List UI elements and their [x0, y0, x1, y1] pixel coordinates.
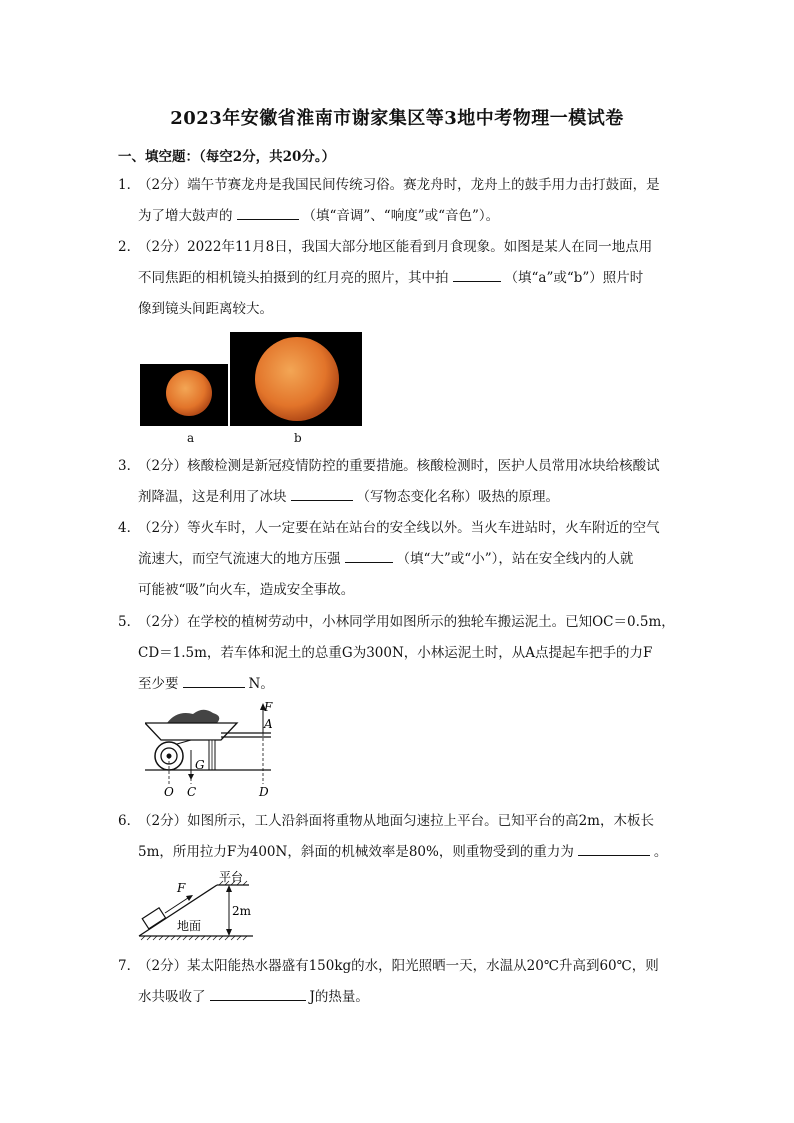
answer-blank[interactable]: [578, 839, 650, 856]
question-number: 1．: [118, 177, 141, 193]
question-1: [118, 170, 678, 232]
question-text: 水共吸收了: [138, 989, 206, 1005]
question-6: [118, 806, 678, 868]
answer-blank[interactable]: [237, 203, 299, 220]
label-ground: 地面: [177, 919, 202, 933]
question-text: N。: [248, 676, 274, 692]
moon-photos-figure: [140, 332, 364, 426]
question-4: [118, 513, 678, 606]
height-arrowhead-top: [226, 885, 232, 892]
label-F: F: [264, 700, 273, 714]
question-text: 。: [653, 844, 668, 860]
question-text: 5m，所用拉力F为400N，斜面的机械效率是80%，则重物受到的重力为: [138, 844, 574, 860]
question-text: 至少要: [138, 676, 179, 692]
question-7: [118, 951, 678, 1013]
question-text: （2分）端午节赛龙舟是我国民间传统习俗。赛龙舟时，龙舟上的鼓手用力击打鼓面，是: [138, 177, 660, 193]
answer-blank[interactable]: [345, 546, 393, 563]
question-text: （2分）等火车时，人一定要在站在站台的安全线以外。当火车进站时，火车附近的空气: [138, 520, 660, 536]
answer-blank[interactable]: [183, 671, 245, 688]
label-O: O: [164, 785, 174, 799]
question-number: 6．: [118, 813, 141, 829]
moon-a: [166, 370, 212, 416]
label-C: C: [187, 785, 197, 799]
question-3: [118, 451, 678, 513]
question-text: （填“a”或“b”）照片时: [504, 270, 644, 286]
question-text: （2分）如图所示，工人沿斜面将重物从地面匀速拉上平台。已知平台的高2m，木板长: [138, 813, 654, 829]
question-number: 7．: [118, 958, 141, 974]
question-text: 可能被“吸”向火车，造成安全事故。: [138, 582, 355, 598]
answer-blank[interactable]: [291, 484, 353, 501]
question-number: 3．: [118, 458, 141, 474]
question-text: （填“大”或“小”），站在安全线内的人就: [396, 551, 634, 567]
question-text: （2分）在学校的植树劳动中，小林同学用如图所示的独轮车搬运泥土。已知OC＝0.5m，: [138, 614, 675, 630]
label-F: F: [177, 881, 186, 895]
question-text: 剂降温，这是利用了冰块: [138, 489, 287, 505]
question-text: （填“音调”、“响度”或“音色”）。: [302, 208, 500, 224]
answer-blank[interactable]: [210, 984, 306, 1001]
question-number: 2．: [118, 239, 141, 255]
question-text: （写物态变化名称）吸热的原理。: [356, 489, 559, 505]
incline-figure: [137, 870, 267, 946]
section-heading: 一、填空题：（每空2分，共20分。）: [118, 149, 336, 165]
label-platform: 平台: [219, 870, 244, 884]
soil-pile: [167, 710, 219, 723]
label-A: A: [264, 717, 273, 731]
question-number: 5．: [118, 614, 141, 630]
wheelbarrow-figure: [145, 700, 285, 800]
page-title: 2023年安徽省淮南市谢家集区等3地中考物理一模试卷: [170, 108, 624, 129]
crate: [142, 908, 165, 929]
question-text: （2分）2022年11月8日，我国大部分地区能看到月食现象。如图是某人在同一地点用: [138, 239, 653, 255]
label-D: D: [259, 785, 269, 799]
label-G: G: [195, 758, 205, 772]
question-text: （2分）核酸检测是新冠疫情防控的重要措施。核酸检测时，医护人员常用冰块给核酸试: [138, 458, 660, 474]
question-2: [118, 232, 678, 325]
caption-b: b: [294, 431, 302, 445]
moon-b: [255, 337, 339, 421]
question-text: 为了增大鼓声的: [138, 208, 233, 224]
label-height: 2m: [232, 904, 252, 918]
question-text: 流速大，而空气流速大的地方压强: [138, 551, 341, 567]
question-text: 像到镜头间距离较大。: [138, 301, 273, 317]
answer-blank[interactable]: [453, 265, 501, 282]
question-number: 4．: [118, 520, 141, 536]
question-text: 不同焦距的相机镜头拍摄到的红月亮的照片，其中拍: [138, 270, 449, 286]
question-text: （2分）某太阳能热水器盛有150kg的水，阳光照晒一天，水温从20℃升高到60℃，则: [138, 958, 659, 974]
question-text: CD＝1.5m，若车体和泥土的总重G为300N，小林运泥土时，从A点提起车把手的力F: [138, 645, 653, 661]
question-text: J的热量。: [309, 989, 369, 1005]
height-arrowhead-bottom: [226, 929, 232, 936]
question-5: [118, 607, 678, 700]
caption-a: a: [187, 431, 195, 445]
